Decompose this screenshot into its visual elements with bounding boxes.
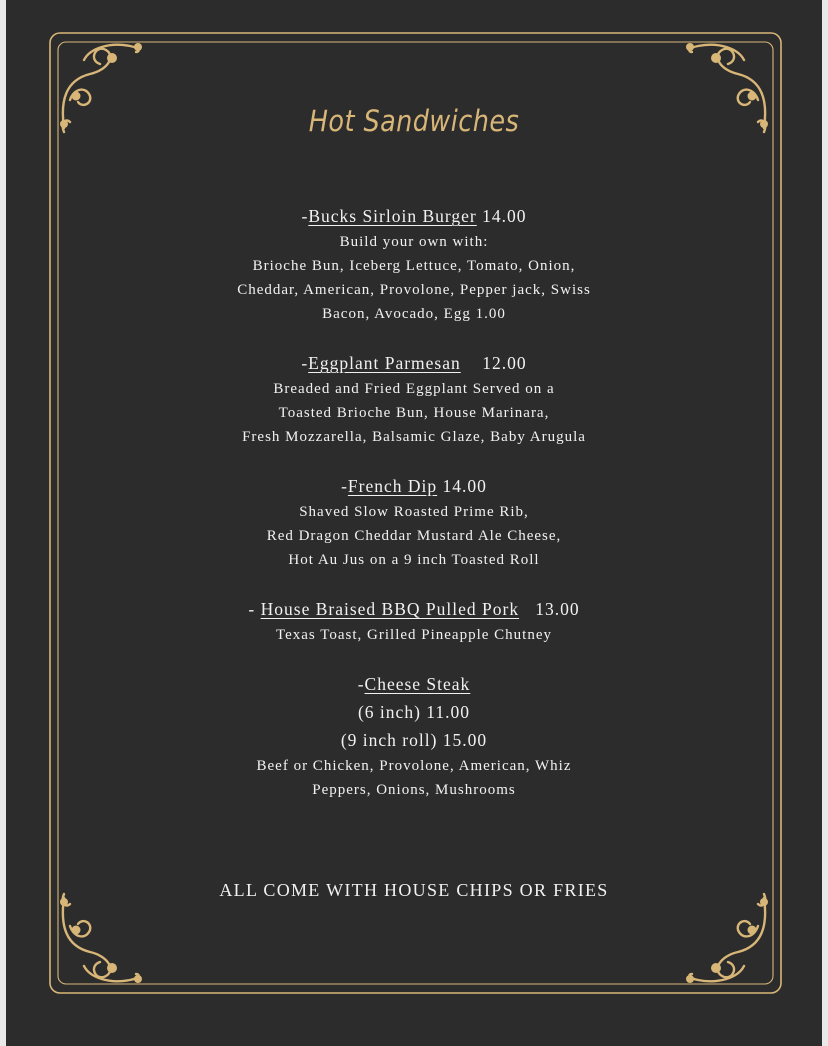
item-description: Hot Au Jus on a 9 inch Toasted Roll <box>288 552 540 568</box>
item-prefix: - <box>301 206 309 226</box>
item-description: Peppers, Onions, Mushrooms <box>312 782 516 798</box>
item-name: Cheese Steak <box>364 674 471 694</box>
item-prefix: - <box>301 353 309 373</box>
item-price: 14.00 <box>442 476 487 496</box>
item-prefix: - <box>341 476 348 496</box>
item-description: Fresh Mozzarella, Balsamic Glaze, Baby Arugula <box>242 429 586 445</box>
item-heading <box>0 472 828 500</box>
item-heading <box>0 349 828 377</box>
item-description: Shaved Slow Roasted Prime Rib, <box>299 504 529 520</box>
item-description: Breaded and Fried Eggplant Served on a <box>273 381 555 397</box>
item-price: 13.00 <box>535 599 580 619</box>
item-name: Eggplant Parmesan <box>308 353 461 373</box>
item-name: French Dip <box>347 476 438 496</box>
item-description: Build your own with: <box>339 234 489 250</box>
item-description: Toasted Brioche Bun, House Marinara, <box>278 405 550 421</box>
item-name: Bucks Sirloin Burger <box>308 206 477 226</box>
menu-item <box>0 202 828 326</box>
item-description: Red Dragon Cheddar Mustard Ale Cheese, <box>266 528 562 544</box>
item-heading <box>0 595 828 623</box>
item-price-option: (6 inch) 11.00 <box>357 702 470 722</box>
item-description: Brioche Bun, Iceberg Lettuce, Tomato, Onion, <box>252 258 576 274</box>
item-price-option: (9 inch roll) 15.00 <box>340 730 488 750</box>
menu-items <box>0 202 828 825</box>
flourish-scroll-icon <box>60 894 142 983</box>
item-price: 12.00 <box>482 353 527 373</box>
item-description: Beef or Chicken, Provolone, American, Whiz <box>256 758 572 774</box>
item-heading <box>0 670 828 698</box>
flourish-scroll-icon <box>686 894 768 983</box>
menu-item <box>0 595 828 647</box>
menu-footer-note: ALL COME WITH HOUSE CHIPS OR FRIES <box>219 880 609 900</box>
item-prefix: - <box>248 599 261 619</box>
menu-item <box>0 472 828 572</box>
item-heading <box>0 202 828 230</box>
menu-item <box>0 349 828 449</box>
item-price: 14.00 <box>482 206 527 226</box>
item-description: Bacon, Avocado, Egg 1.00 <box>322 306 506 322</box>
item-name: House Braised BBQ Pulled Pork <box>260 599 520 619</box>
item-description: Cheddar, American, Provolone, Pepper jack, Swiss <box>237 282 591 298</box>
item-prefix: - <box>357 674 365 694</box>
item-description: Texas Toast, Grilled Pineapple Chutney <box>276 627 552 643</box>
menu-title: Hot Sandwiches <box>308 104 520 138</box>
menu-item <box>0 670 828 802</box>
